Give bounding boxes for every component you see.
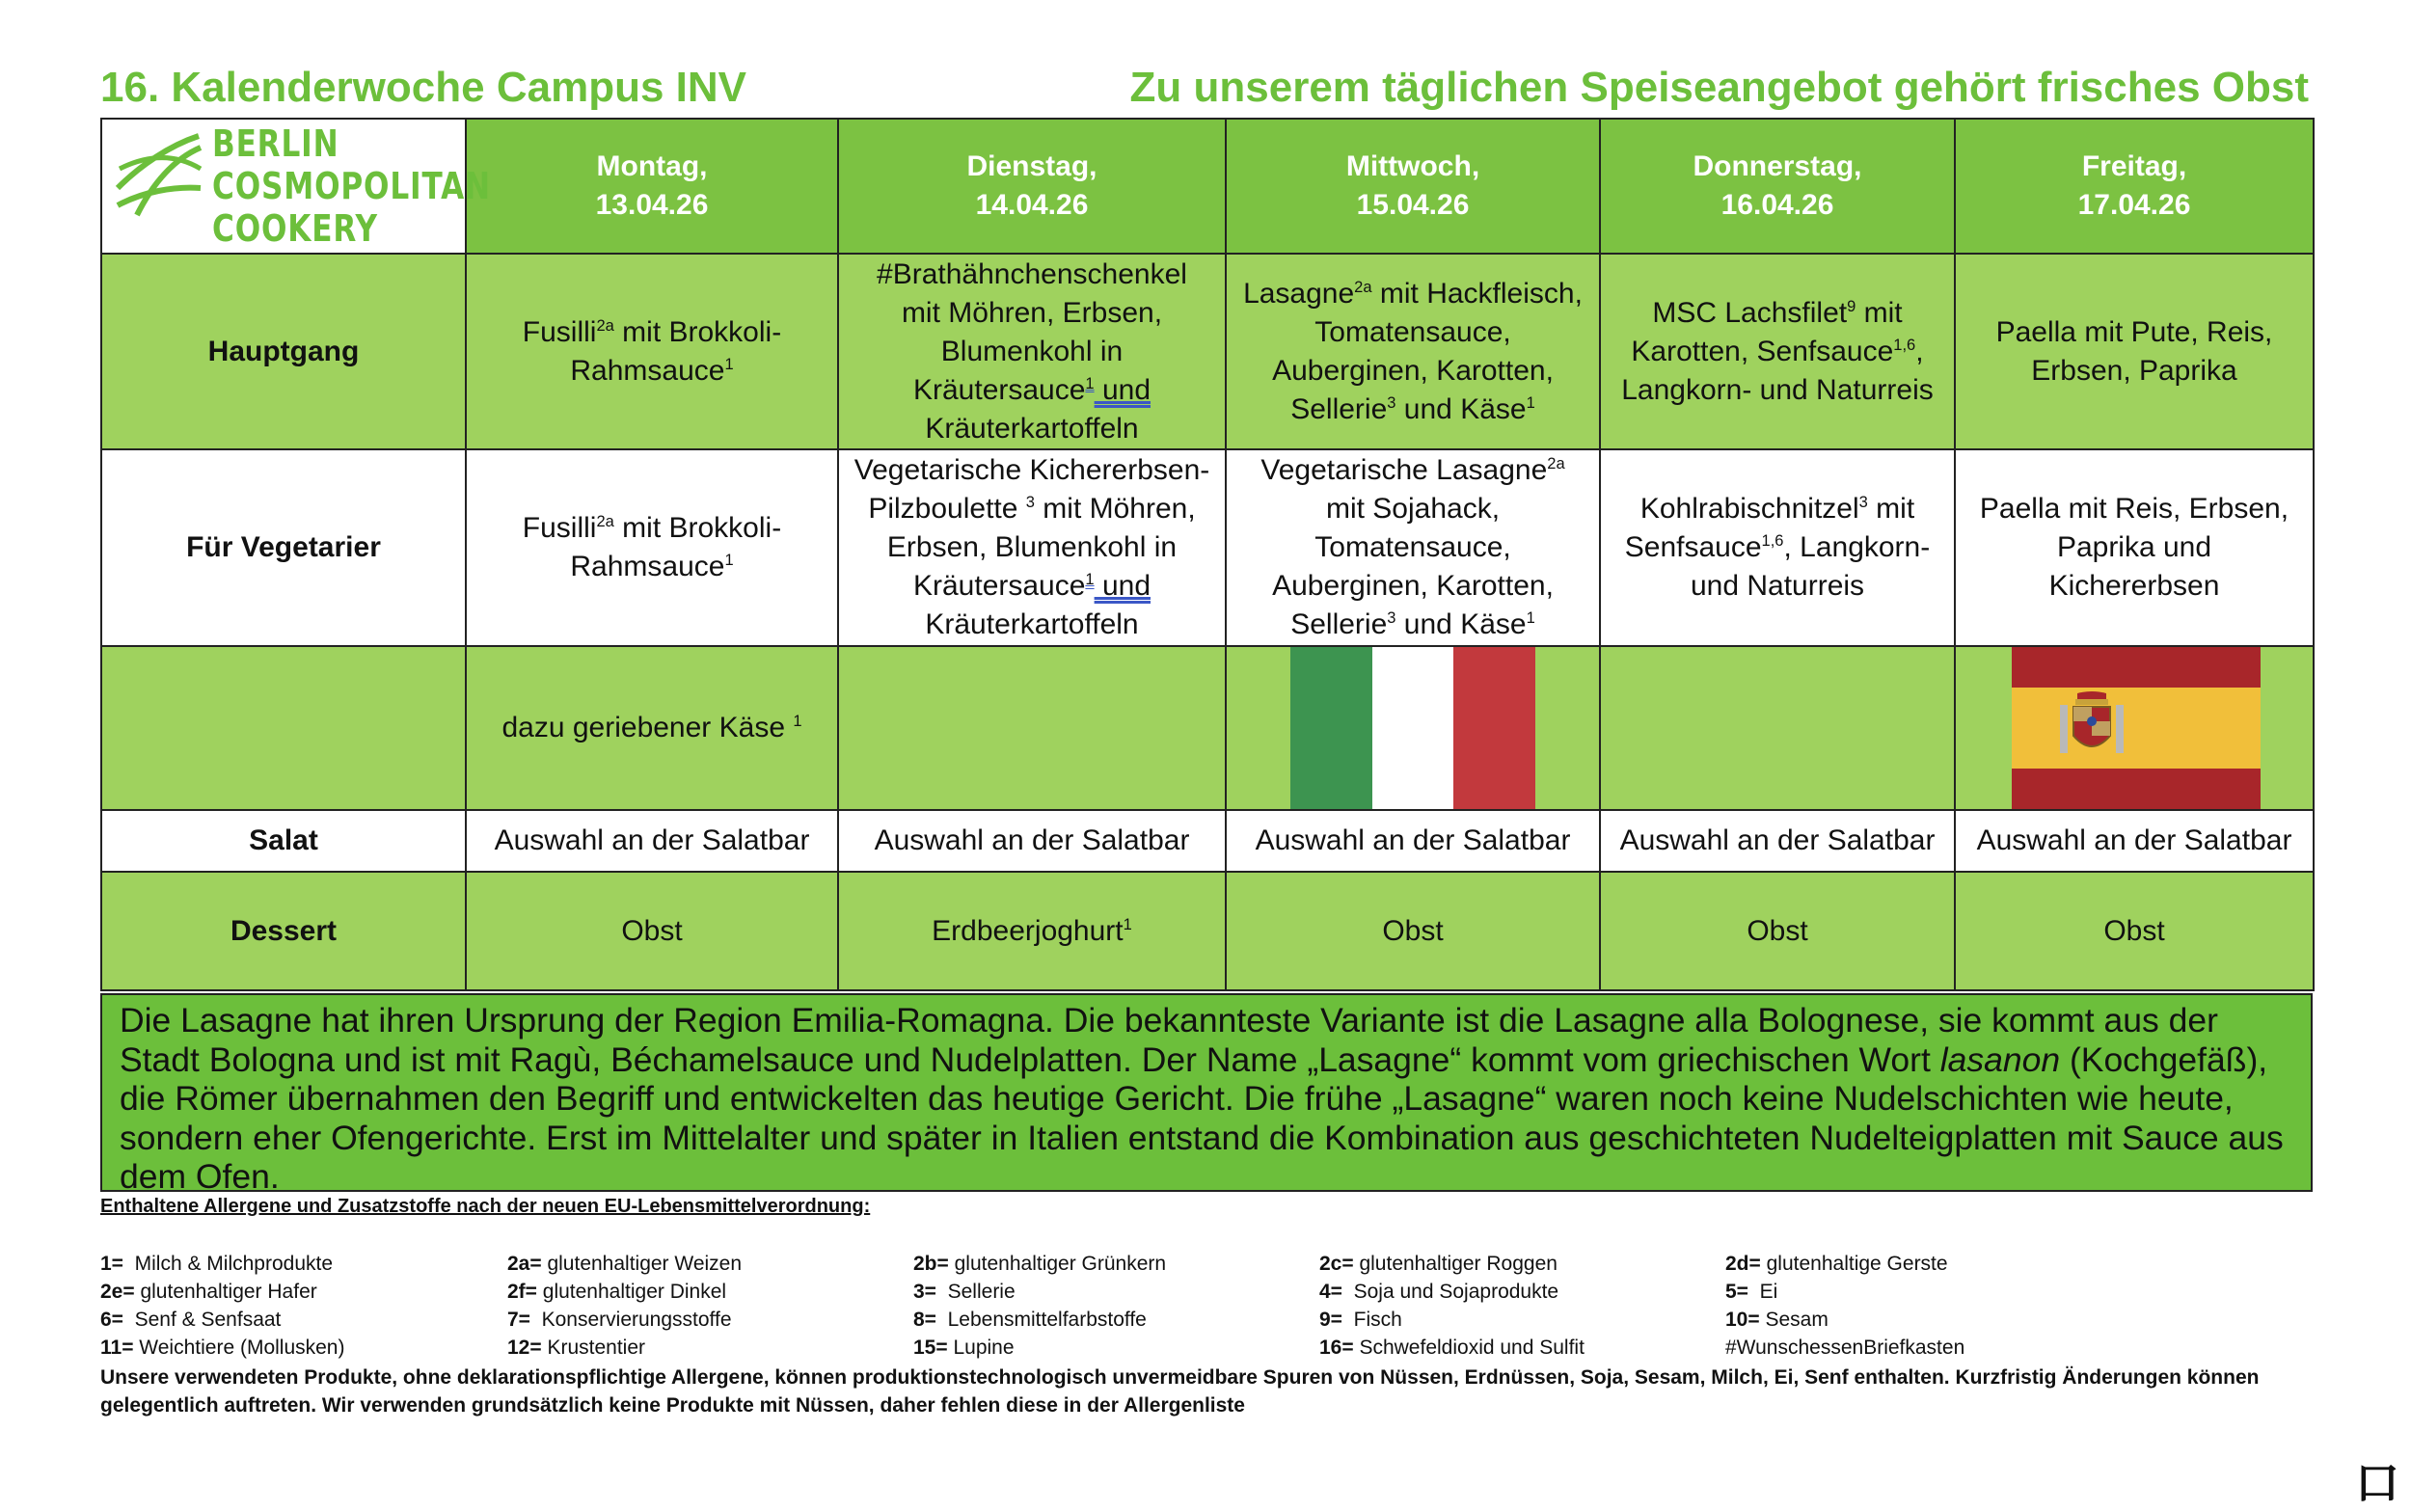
day-name: Montag, xyxy=(596,150,708,182)
allergen-item: 2e= glutenhaltiger Hafer xyxy=(100,1281,317,1303)
info-text-2: (Kochgefäß), die Römer übernahmen den Begriff und entwickelten das heutige Gericht. Die frühe „Lasagne“ waren noch keine Nudelschichten wie heute, sondern eher Ofengerichte. Erst im Mittelalter und später in Italien entstand die Kombination aus geschichteten Nudelteigplatten mit Sauce aus dem Ofen. xyxy=(120,1040,2284,1196)
allergen-item: #WunschessenBriefkasten xyxy=(1725,1336,1965,1359)
info-italic-word: lasanon xyxy=(1939,1040,2061,1079)
allergen-column-5 xyxy=(1725,1250,1964,1362)
day-name: Freitag, xyxy=(2081,150,2187,182)
logo xyxy=(102,121,491,252)
dessert-thu: Obst xyxy=(1600,872,1955,990)
salat-mon: Auswahl an der Salatbar xyxy=(466,810,838,872)
dessert-mon: Obst xyxy=(466,872,838,990)
logo-mark-icon xyxy=(114,130,203,217)
italy-flag-icon xyxy=(1290,647,1535,809)
extras-thu xyxy=(1600,646,1955,810)
day-date: 13.04.26 xyxy=(595,189,709,221)
salat-thu: Auswahl an der Salatbar xyxy=(1600,810,1955,872)
hauptgang-tue: #Brathähnchenschenkel mit Möhren, Erbsen, Blumenkohl in Kräutersauce$^1$ und Kräuterkartoffeln xyxy=(838,254,1226,449)
vegetarier-fri: Paella mit Reis, Erbsen, Paprika und Kichererbsen xyxy=(1955,449,2314,646)
allergen-item: 4= Soja und Sojaprodukte xyxy=(1319,1281,1559,1303)
allergen-title: Enthaltene Allergene und Zusatzstoffe nach der neuen EU-Lebensmittelverordnung: xyxy=(100,1196,871,1217)
salat-wed: Auswahl an der Salatbar xyxy=(1226,810,1600,872)
spain-flag-icon xyxy=(2012,647,2261,809)
allergen-item: 2f= glutenhaltiger Dinkel xyxy=(507,1281,727,1303)
extras-fri xyxy=(1955,646,2314,810)
day-name: Donnerstag, xyxy=(1693,150,1862,182)
vegetarier-mon: Fusilli$^{2a}$ mit Brokkoli-Rahmsauce$^1$ xyxy=(466,449,838,646)
allergen-item: 2b= glutenhaltiger Grünkern xyxy=(913,1253,1167,1275)
day-header-wed xyxy=(1226,119,1600,254)
day-date: 14.04.26 xyxy=(975,189,1089,221)
logo-cell xyxy=(101,119,491,254)
hauptgang-wed: Lasagne$^{2a}$ mit Hackfleisch, Tomatensauce, Auberginen, Karotten, Sellerie$^3$ und Käse$^1$ xyxy=(1226,254,1600,449)
allergen-item: 11= Weichtiere (Mollusken) xyxy=(100,1336,345,1359)
vegetarier-wed: Vegetarische Lasagne$^{2a}$ mit Sojahack, Tomatensauce, Auberginen, Karotten, Sellerie$^3$ und Käse$^1$ xyxy=(1226,449,1600,646)
allergen-item: 7= Konservierungsstoffe xyxy=(507,1309,732,1331)
allergen-column-1 xyxy=(100,1250,344,1362)
allergen-column-2 xyxy=(507,1250,742,1362)
logo-line-1: BERLIN xyxy=(212,122,339,165)
logo-line-2: COSMOPOLITAN xyxy=(212,165,491,207)
row-label-vegetarier: Für Vegetarier xyxy=(101,449,466,646)
vegetarier-thu: Kohlrabischnitzel$^3$ mit Senfsauce$^{1,6}$, Langkorn- und Naturreis xyxy=(1600,449,1955,646)
allergen-item: 3= Sellerie xyxy=(913,1281,1016,1303)
info-box xyxy=(100,993,2313,1196)
allergen-item: 9= Fisch xyxy=(1319,1309,1402,1331)
salat-tue: Auswahl an der Salatbar xyxy=(838,810,1226,872)
row-label-hauptgang: Hauptgang xyxy=(101,254,466,449)
allergen-item: 16= Schwefeldioxid und Sulfit xyxy=(1319,1336,1585,1359)
allergen-footnote: Unsere verwendeten Produkte, ohne deklarationspflichtige Allergene, können produktionstechnologisch unvermeidbare Spuren von Nüssen, Erdnüssen, Soja, Sesam, Milch, Ei, Senf enthalten. Kurzfristig Änderungen können gelegentlich auftreten. Wir verwenden grundsätzlich keine Produkte mit Nüssen, daher fehlen diese in der Allergenliste xyxy=(100,1366,2260,1417)
logo-text xyxy=(212,122,491,250)
day-date: 16.04.26 xyxy=(1720,189,1834,221)
day-date: 17.04.26 xyxy=(2077,189,2191,221)
allergen-item: 8= Lebensmittelfarbstoffe xyxy=(913,1309,1147,1331)
allergen-item: 1= Milch & Milchprodukte xyxy=(100,1253,334,1275)
day-header-tue xyxy=(838,119,1226,254)
allergen-item: 6= Senf & Senfsaat xyxy=(100,1309,282,1331)
row-label-salat: Salat xyxy=(101,810,466,872)
vegetarier-tue: Vegetarische Kichererbsen- Pilzboulette $^3$ mit Möhren, Erbsen, Blumenkohl in Kräutersauce$^1$ und Kräuterkartoffeln xyxy=(838,449,1226,646)
week-title: 16. Kalenderwoche Campus INV xyxy=(100,64,746,111)
info-text-1: Die Lasagne hat ihren Ursprung der Region Emilia-Romagna. Die bekannteste Variante ist die Lasagne alla Bolognese, sie kommt aus der Stadt Bologna und ist mit Ragù, Béchamelsauce und Nudelplatten. Der Name „Lasagne“ kommt vom griechischen Wort xyxy=(120,1001,2218,1079)
slogan: Zu unserem täglichen Speiseangebot gehört frisches Obst xyxy=(1129,64,2309,111)
allergen-column-4 xyxy=(1319,1250,1585,1362)
hauptgang-fri: Paella mit Pute, Reis, Erbsen, Paprika xyxy=(1955,254,2314,449)
extras-label xyxy=(101,646,466,810)
dessert-wed: Obst xyxy=(1226,872,1600,990)
day-name: Mittwoch, xyxy=(1345,150,1480,182)
dessert-tue: Erdbeerjoghurt$^1$ xyxy=(838,872,1226,990)
allergen-item: 2d= glutenhaltige Gerste xyxy=(1725,1253,1948,1275)
extras-mon: dazu geriebener Käse $^1$ xyxy=(466,646,838,810)
logo-line-3: COOKERY xyxy=(212,207,378,250)
allergen-column-3 xyxy=(913,1250,1166,1362)
hauptgang-thu: MSC Lachsfilet$^9$ mit Karotten, Senfsauce$^{1,6}$, Langkorn- und Naturreis xyxy=(1600,254,1955,449)
allergen-item: 12= Krustentier xyxy=(507,1336,646,1359)
salat-fri: Auswahl an der Salatbar xyxy=(1955,810,2314,872)
extras-tue xyxy=(838,646,1226,810)
allergen-item: 2c= glutenhaltiger Roggen xyxy=(1319,1253,1558,1275)
day-header-fri xyxy=(1955,119,2314,254)
dessert-fri: Obst xyxy=(1955,872,2314,990)
allergen-item: 15= Lupine xyxy=(913,1336,1015,1359)
day-name: Dienstag, xyxy=(966,150,1097,182)
corner-mark-icon: ⼝ xyxy=(2355,1458,2399,1508)
extras-wed xyxy=(1226,646,1600,810)
menu-table xyxy=(100,118,2315,991)
allergen-item: 10= Sesam xyxy=(1725,1309,1829,1331)
hauptgang-mon: Fusilli$^{2a}$ mit Brokkoli-Rahmsauce$^1$ xyxy=(466,254,838,449)
day-header-mon xyxy=(466,119,838,254)
allergen-item: 2a= glutenhaltiger Weizen xyxy=(507,1253,743,1275)
row-label-dessert: Dessert xyxy=(101,872,466,990)
allergen-item: 5= Ei xyxy=(1725,1281,1778,1303)
day-date: 15.04.26 xyxy=(1356,189,1470,221)
day-header-thu xyxy=(1600,119,1955,254)
coat-of-arms-icon xyxy=(2058,691,2126,765)
